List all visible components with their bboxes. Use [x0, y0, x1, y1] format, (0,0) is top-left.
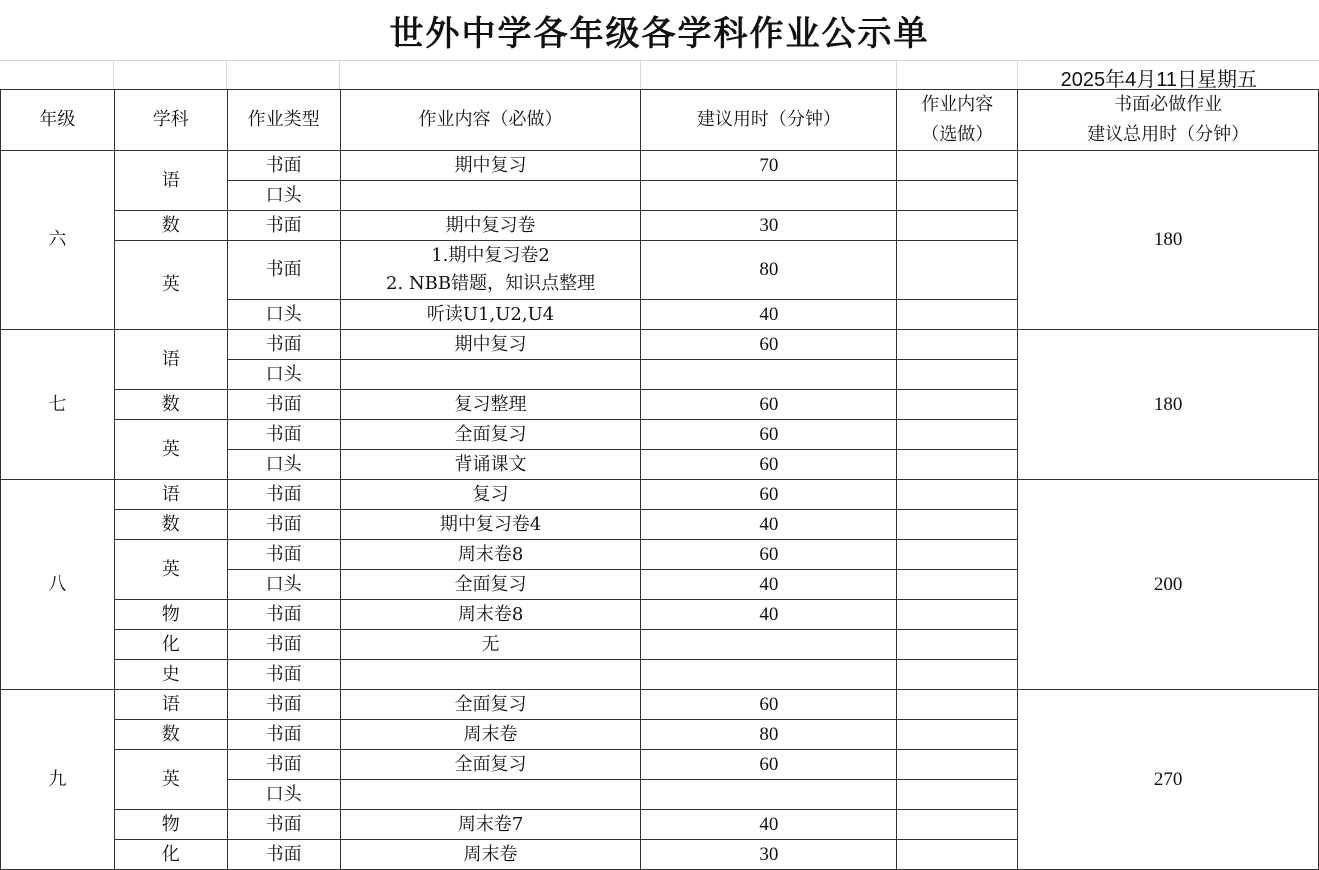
type-cell[interactable]: 书面: [227, 810, 340, 840]
content-cell[interactable]: [340, 360, 641, 390]
subject-cell[interactable]: 语: [114, 480, 227, 510]
type-cell[interactable]: 书面: [227, 660, 340, 690]
subject-cell[interactable]: 化: [114, 630, 227, 660]
grade-cell[interactable]: 七: [1, 330, 115, 480]
content-cell[interactable]: 周末卷8: [340, 600, 641, 630]
time-cell[interactable]: 60: [641, 420, 897, 450]
type-cell[interactable]: 书面: [227, 630, 340, 660]
subject-cell[interactable]: 物: [114, 810, 227, 840]
time-cell[interactable]: [641, 630, 897, 660]
subject-cell[interactable]: 英: [114, 750, 227, 810]
optional-cell[interactable]: [897, 450, 1018, 480]
time-cell[interactable]: 60: [641, 690, 897, 720]
type-cell[interactable]: 口头: [227, 450, 340, 480]
time-cell[interactable]: 40: [641, 300, 897, 330]
subject-cell[interactable]: 数: [114, 720, 227, 750]
optional-cell[interactable]: [897, 390, 1018, 420]
content-cell[interactable]: [340, 780, 641, 810]
time-cell[interactable]: [641, 780, 897, 810]
content-line: 1.期中复习卷2: [431, 245, 550, 266]
optional-cell[interactable]: [897, 600, 1018, 630]
homework-table: [0, 89, 1319, 870]
content-cell[interactable]: 周末卷: [340, 720, 641, 750]
table-row: [1, 690, 1319, 720]
gridline: [1017, 61, 1018, 89]
time-cell[interactable]: [641, 181, 897, 211]
time-cell[interactable]: 70: [641, 151, 897, 181]
header-total[interactable]: [1018, 90, 1319, 151]
sheet-title[interactable]: 世外中学各年级各学科作业公示单: [0, 0, 1319, 61]
header-optional-line2: （选做）: [921, 124, 994, 145]
table-row: [1, 151, 1319, 181]
header-total-line2: 建议总用时（分钟）: [1087, 124, 1250, 145]
table-body: [1, 151, 1319, 870]
time-cell[interactable]: 60: [641, 450, 897, 480]
optional-cell[interactable]: [897, 330, 1018, 360]
type-cell[interactable]: 书面: [227, 540, 340, 570]
type-cell[interactable]: 书面: [227, 840, 340, 870]
type-cell[interactable]: 书面: [227, 390, 340, 420]
type-cell[interactable]: 书面: [227, 750, 340, 780]
time-cell[interactable]: 60: [641, 330, 897, 360]
optional-cell[interactable]: [897, 420, 1018, 450]
subject-cell[interactable]: 化: [114, 840, 227, 870]
optional-cell[interactable]: [897, 570, 1018, 600]
content-cell[interactable]: [340, 181, 641, 211]
header-optional[interactable]: [897, 90, 1018, 151]
table-row: [1, 480, 1319, 510]
content-cell[interactable]: 周末卷7: [340, 810, 641, 840]
optional-cell[interactable]: [897, 211, 1018, 241]
type-cell[interactable]: 书面: [227, 211, 340, 241]
subject-cell[interactable]: 物: [114, 600, 227, 630]
content-cell[interactable]: 复习整理: [340, 390, 641, 420]
header-subject[interactable]: 学科: [114, 90, 227, 151]
gridline: [113, 61, 114, 89]
time-cell[interactable]: [641, 660, 897, 690]
time-cell[interactable]: 60: [641, 480, 897, 510]
type-cell[interactable]: 书面: [227, 510, 340, 540]
gridline: [640, 61, 641, 89]
total-time-cell[interactable]: 180: [1018, 330, 1319, 480]
subject-cell[interactable]: 语: [114, 151, 227, 211]
optional-cell[interactable]: [897, 540, 1018, 570]
time-cell[interactable]: 40: [641, 600, 897, 630]
gridline: [226, 61, 227, 89]
optional-cell[interactable]: [897, 241, 1018, 300]
gridline: [339, 61, 340, 89]
content-cell[interactable]: 周末卷: [340, 840, 641, 870]
optional-cell[interactable]: [897, 840, 1018, 870]
content-cell[interactable]: 期中复习: [340, 151, 641, 181]
optional-cell[interactable]: [897, 780, 1018, 810]
type-cell[interactable]: 口头: [227, 780, 340, 810]
type-cell[interactable]: 书面: [227, 151, 340, 181]
total-time-cell[interactable]: 200: [1018, 480, 1319, 690]
content-cell[interactable]: 复习: [340, 480, 641, 510]
optional-cell[interactable]: [897, 300, 1018, 330]
content-cell[interactable]: 无: [340, 630, 641, 660]
optional-cell[interactable]: [897, 750, 1018, 780]
content-cell[interactable]: 全面复习: [340, 690, 641, 720]
header-type[interactable]: 作业类型: [227, 90, 340, 151]
type-cell[interactable]: 口头: [227, 300, 340, 330]
header-optional-line1: 作业内容: [921, 94, 994, 115]
total-time-cell[interactable]: 270: [1018, 690, 1319, 870]
content-cell[interactable]: 期中复习: [340, 330, 641, 360]
time-cell[interactable]: 60: [641, 390, 897, 420]
optional-cell[interactable]: [897, 630, 1018, 660]
optional-cell[interactable]: [897, 810, 1018, 840]
optional-cell[interactable]: [897, 480, 1018, 510]
subject-cell[interactable]: 史: [114, 660, 227, 690]
type-cell[interactable]: 口头: [227, 570, 340, 600]
time-cell[interactable]: 30: [641, 840, 897, 870]
subject-cell[interactable]: 语: [114, 690, 227, 720]
type-cell[interactable]: 书面: [227, 241, 340, 300]
subject-cell[interactable]: 数: [114, 390, 227, 420]
optional-cell[interactable]: [897, 151, 1018, 181]
content-line: 2. NBB错题，知识点整理: [386, 273, 596, 294]
time-cell[interactable]: 60: [641, 750, 897, 780]
type-cell[interactable]: 书面: [227, 690, 340, 720]
subject-cell[interactable]: 数: [114, 510, 227, 540]
content-cell[interactable]: 全面复习: [340, 420, 641, 450]
grade-cell[interactable]: 六: [1, 151, 115, 330]
grade-cell[interactable]: 八: [1, 480, 115, 690]
time-cell[interactable]: 40: [641, 510, 897, 540]
content-cell[interactable]: 听读U1,U2,U4: [340, 300, 641, 330]
content-cell[interactable]: 全面复习: [340, 570, 641, 600]
content-cell[interactable]: [340, 660, 641, 690]
optional-cell[interactable]: [897, 690, 1018, 720]
header-content[interactable]: 作业内容（必做）: [340, 90, 641, 151]
content-cell[interactable]: 期中复习卷4: [340, 510, 641, 540]
optional-cell[interactable]: [897, 510, 1018, 540]
optional-cell[interactable]: [897, 660, 1018, 690]
time-cell[interactable]: 80: [641, 720, 897, 750]
type-cell[interactable]: 书面: [227, 330, 340, 360]
subject-cell[interactable]: 数: [114, 211, 227, 241]
optional-cell[interactable]: [897, 181, 1018, 211]
subject-cell[interactable]: 语: [114, 330, 227, 390]
header-total-line1: 书面必做作业: [1114, 94, 1223, 115]
date-label[interactable]: 2025年4月11日星期五: [1060, 69, 1257, 91]
header-grade[interactable]: 年级: [1, 90, 115, 151]
type-cell[interactable]: 书面: [227, 420, 340, 450]
subject-cell[interactable]: 英: [114, 420, 227, 480]
type-cell[interactable]: 口头: [227, 360, 340, 390]
gridline: [896, 61, 897, 89]
total-time-cell[interactable]: 180: [1018, 151, 1319, 330]
optional-cell[interactable]: [897, 720, 1018, 750]
table-row: [1, 330, 1319, 360]
time-cell[interactable]: 60: [641, 540, 897, 570]
content-cell[interactable]: [340, 241, 641, 300]
content-cell[interactable]: 期中复习卷: [340, 211, 641, 241]
time-cell[interactable]: 40: [641, 570, 897, 600]
content-cell[interactable]: 周末卷8: [340, 540, 641, 570]
time-cell[interactable]: 30: [641, 211, 897, 241]
time-cell[interactable]: 40: [641, 810, 897, 840]
grade-cell[interactable]: 九: [1, 690, 115, 870]
content-cell[interactable]: 全面复习: [340, 750, 641, 780]
subject-cell[interactable]: 英: [114, 241, 227, 330]
content-cell[interactable]: 背诵课文: [340, 450, 641, 480]
subject-cell[interactable]: 英: [114, 540, 227, 600]
type-cell[interactable]: 书面: [227, 480, 340, 510]
header-time[interactable]: 建议用时（分钟）: [641, 90, 897, 151]
optional-cell[interactable]: [897, 360, 1018, 390]
header-row: [1, 90, 1319, 151]
type-cell[interactable]: 口头: [227, 181, 340, 211]
time-cell[interactable]: 80: [641, 241, 897, 300]
type-cell[interactable]: 书面: [227, 600, 340, 630]
type-cell[interactable]: 书面: [227, 720, 340, 750]
time-cell[interactable]: [641, 360, 897, 390]
